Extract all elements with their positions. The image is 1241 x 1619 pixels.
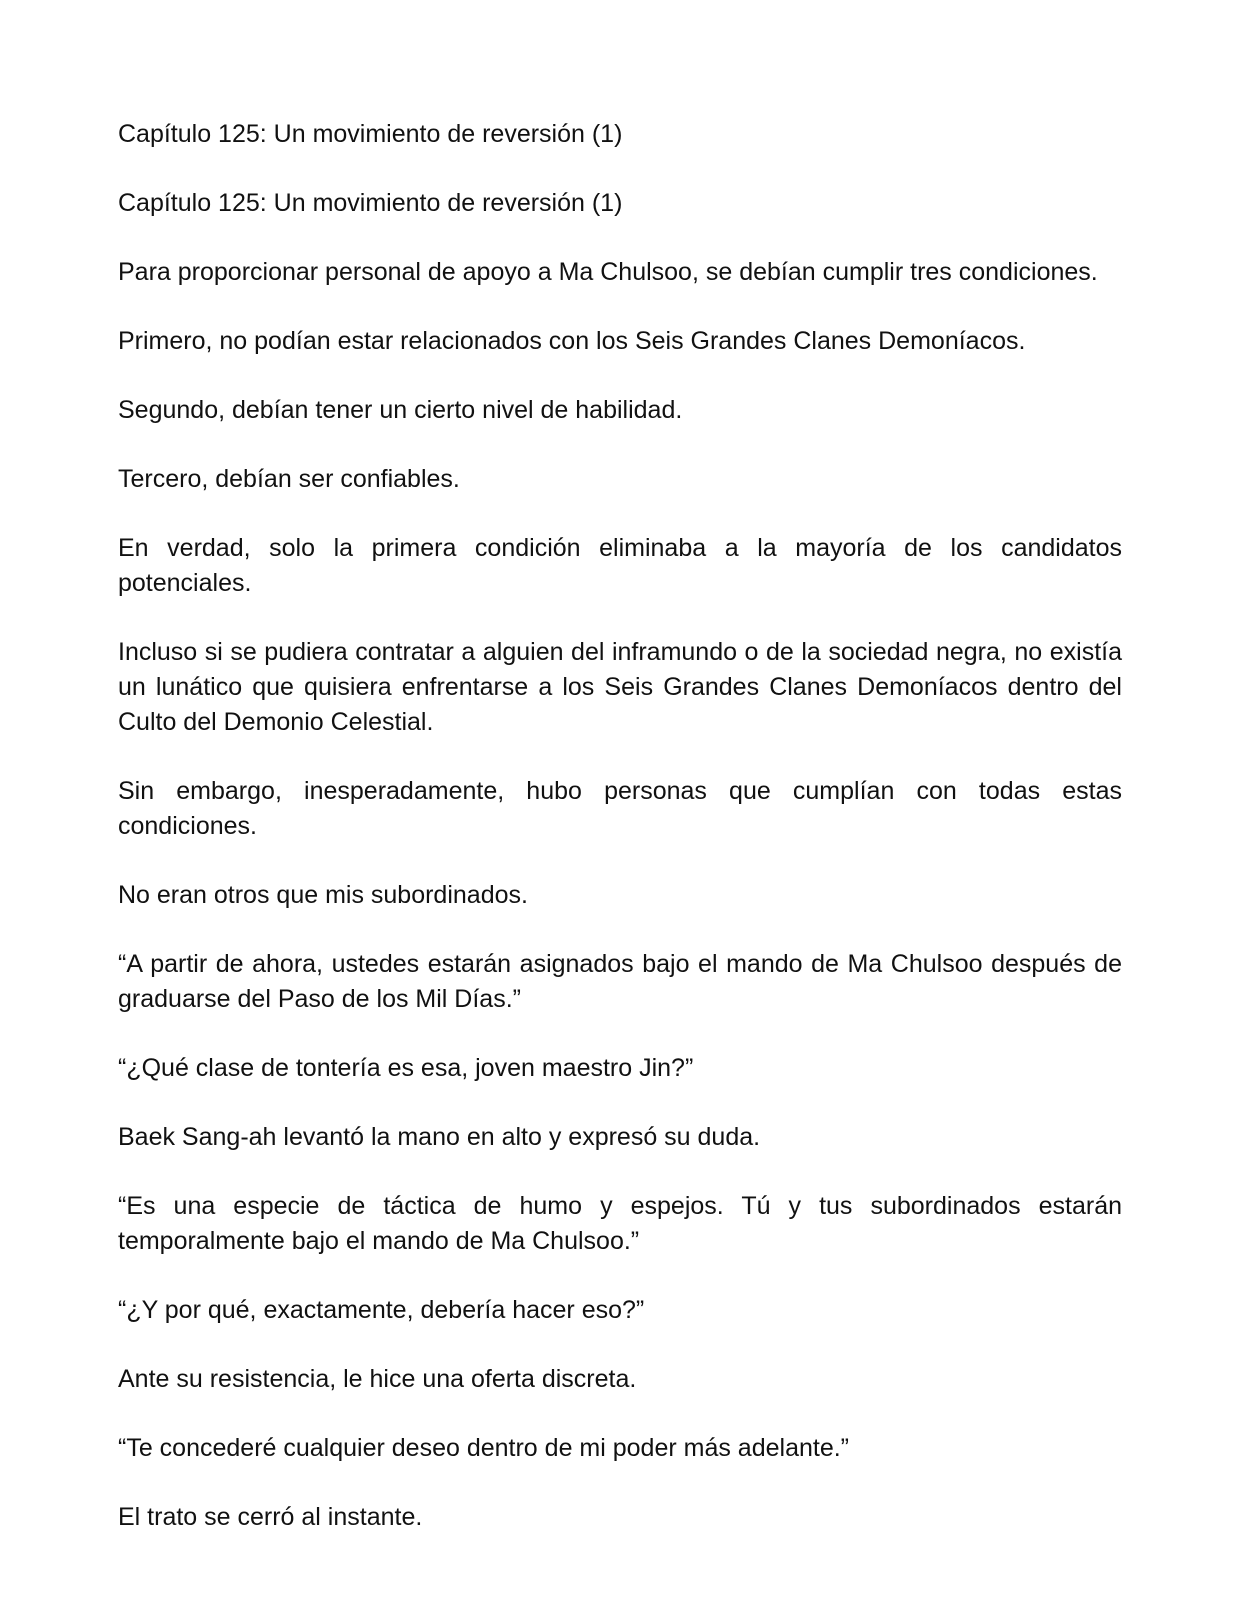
paragraph: El trato se cerró al instante.	[118, 1503, 423, 1531]
chapter-title-repeat: Capítulo 125: Un movimiento de reversión (1)	[118, 189, 623, 217]
paragraph: Segundo, debían tener un cierto nivel de habilidad.	[118, 396, 683, 424]
paragraph: Para proporcionar personal de apoyo a Ma Chulsoo, se debían cumplir tres condiciones.	[118, 258, 1098, 286]
dialogue-paragraph: “¿Y por qué, exactamente, debería hacer eso?”	[118, 1296, 645, 1324]
paragraph: Baek Sang-ah levantó la mano en alto y expresó su duda.	[118, 1123, 761, 1151]
paragraph: Primero, no podían estar relacionados con los Seis Grandes Clanes Demoníacos.	[118, 327, 1026, 355]
paragraph: Incluso si se pudiera contratar a alguien del inframundo o de la sociedad negra, no existía un lunático que quisiera enfrentarse a los Seis Grandes Clanes Demoníacos dentro del Culto del Demonio Celestial.	[118, 638, 1122, 736]
paragraph: Tercero, debían ser confiables.	[118, 465, 460, 493]
dialogue-paragraph: “Es una especie de táctica de humo y espejos. Tú y tus subordinados estarán temporalmente bajo el mando de Ma Chulsoo.”	[118, 1192, 1122, 1255]
dialogue-paragraph: “¿Qué clase de tontería es esa, joven maestro Jin?”	[118, 1054, 694, 1082]
paragraph: Sin embargo, inesperadamente, hubo personas que cumplían con todas estas condiciones.	[118, 777, 1122, 840]
paragraph: En verdad, solo la primera condición eliminaba a la mayoría de los candidatos potenciales.	[118, 534, 1122, 597]
document-body	[118, 117, 1122, 1569]
paragraph: No eran otros que mis subordinados.	[118, 881, 528, 909]
chapter-title: Capítulo 125: Un movimiento de reversión (1)	[118, 120, 623, 148]
dialogue-paragraph: “Te concederé cualquier deseo dentro de mi poder más adelante.”	[118, 1434, 849, 1462]
paragraph: Ante su resistencia, le hice una oferta discreta.	[118, 1365, 637, 1393]
dialogue-paragraph: “A partir de ahora, ustedes estarán asignados bajo el mando de Ma Chulsoo después de graduarse del Paso de los Mil Días.”	[118, 950, 1122, 1013]
